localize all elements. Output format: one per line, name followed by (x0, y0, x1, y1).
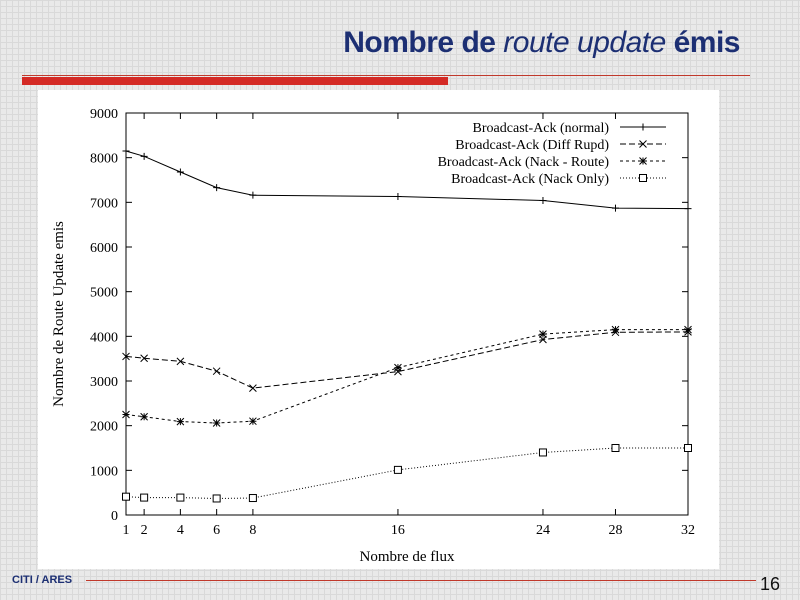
x-tick-label: 8 (249, 523, 257, 538)
x-axis-label: Nombre de flux (359, 549, 455, 565)
data-point-series-3 (612, 326, 619, 333)
page-number: 16 (760, 574, 781, 594)
data-point-series-4 (177, 494, 184, 501)
x-tick-label: 16 (390, 523, 405, 538)
x-tick-label: 4 (176, 523, 184, 538)
title-text: Nombre de (343, 26, 504, 59)
y-tick-label: 6000 (90, 241, 118, 256)
data-point-series-3 (249, 418, 256, 425)
chart-panel (38, 90, 719, 569)
data-point-series-3 (539, 331, 546, 338)
data-point-series-3 (141, 413, 148, 420)
y-tick-label: 2000 (90, 419, 118, 435)
legend-label: Broadcast-Ack (normal) (472, 121, 609, 136)
x-tick-label: 24 (535, 523, 550, 538)
data-point-series-1 (177, 168, 184, 175)
data-point-series-1 (394, 193, 401, 200)
data-point-series-1 (612, 205, 619, 212)
data-point-series-3 (213, 419, 220, 426)
footer-label: CITI / ARES (12, 574, 73, 586)
line-chart (38, 90, 719, 569)
legend-label: Broadcast-Ack (Diff Rupd) (455, 138, 609, 153)
data-point-series-1 (141, 153, 148, 160)
legend (438, 121, 666, 187)
data-point-series-1 (213, 184, 220, 191)
y-tick-label: 5000 (90, 285, 118, 301)
x-tick-label: 6 (213, 523, 221, 538)
y-tick-label: 7000 (90, 196, 118, 212)
header-rule (22, 75, 750, 76)
x-tick-label: 2 (140, 523, 148, 538)
data-point-series-3 (123, 411, 130, 418)
data-point-series-2 (177, 358, 184, 365)
y-tick-label: 8000 (90, 151, 118, 167)
y-tick-label: 1000 (90, 464, 118, 480)
legend-marker (640, 124, 647, 131)
series-line-4 (126, 448, 688, 499)
series-markers (123, 147, 692, 502)
data-point-series-4 (213, 495, 220, 502)
x-tick-label: 32 (681, 523, 695, 538)
series-lines (126, 151, 688, 499)
y-tick-label: 9000 (90, 107, 118, 122)
x-tick-label: 1 (122, 523, 130, 538)
data-point-series-3 (177, 418, 184, 425)
data-point-series-4 (539, 449, 546, 456)
y-tick-label: 3000 (90, 375, 118, 390)
legend-label: Broadcast-Ack (Nack - Route) (437, 155, 609, 170)
data-point-series-3 (394, 364, 401, 371)
slide-title (0, 26, 740, 60)
data-point-series-1 (123, 147, 130, 154)
y-tick-label: 4000 (90, 330, 118, 346)
data-point-series-3 (685, 326, 692, 333)
legend-marker (640, 158, 647, 165)
legend-label: Broadcast-Ack (Nack Only) (451, 172, 609, 187)
data-point-series-4 (394, 466, 401, 473)
data-point-series-4 (123, 493, 130, 500)
y-tick-label: 0 (111, 509, 118, 524)
title-italic-text: route update (503, 26, 666, 59)
header-accent-bar (22, 77, 448, 85)
series-line-2 (126, 332, 688, 388)
data-point-series-1 (539, 197, 546, 204)
y-axis-label: Nombre de Route Update emis (51, 221, 67, 407)
data-point-series-4 (249, 495, 256, 502)
footer-rule (86, 580, 756, 581)
data-point-series-4 (685, 445, 692, 452)
legend-marker (640, 175, 647, 182)
data-point-series-4 (141, 494, 148, 501)
title-text-end: émis (665, 26, 740, 59)
series-line-3 (126, 330, 688, 423)
data-point-series-1 (249, 192, 256, 199)
data-point-series-2 (249, 385, 256, 392)
data-point-series-1 (685, 205, 692, 212)
data-point-series-4 (612, 445, 619, 452)
data-point-series-2 (213, 368, 220, 375)
x-tick-label: 28 (608, 523, 623, 538)
